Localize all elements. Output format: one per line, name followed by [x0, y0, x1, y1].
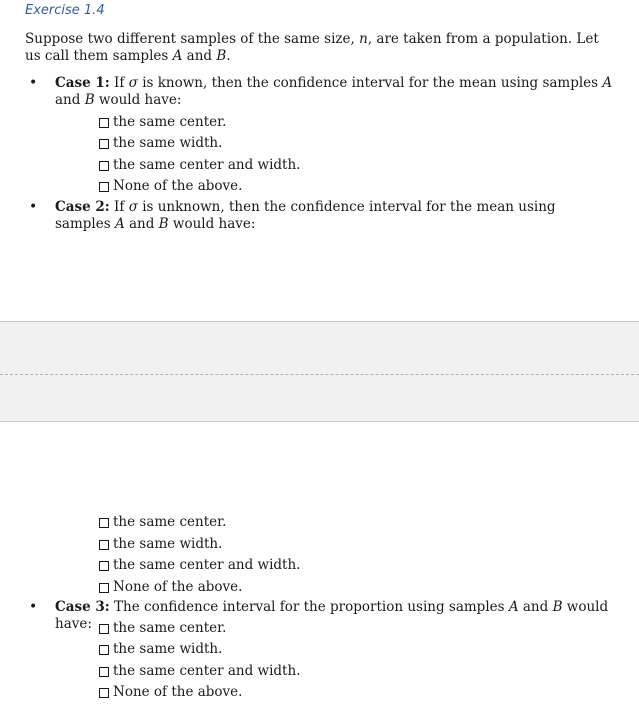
case1-prompt — [55, 75, 615, 109]
case2-text-4: would have: — [168, 216, 256, 232]
option-label: the same center. — [113, 620, 227, 636]
case3-text-2: and — [518, 599, 553, 615]
option-label: the same center. — [113, 114, 227, 130]
page-break — [0, 321, 639, 422]
case2-label: Case 2: — [55, 199, 110, 215]
case1-sigma: σ — [128, 75, 138, 91]
case3-bullet: • — [29, 599, 38, 615]
case2-a: A — [114, 216, 125, 232]
case1-text-4: would have: — [94, 92, 182, 108]
intro-text-2: , are taken from a population. Let us call them samples — [25, 31, 599, 64]
checkbox-icon[interactable] — [99, 139, 109, 149]
case1-option-center[interactable] — [99, 114, 226, 131]
option-label: the same center. — [113, 514, 227, 530]
exercise-title: Exercise 1.4 — [25, 3, 105, 18]
case3-text-3: would have: — [55, 599, 609, 632]
case1-option-width[interactable] — [99, 135, 222, 152]
intro-a: A — [172, 48, 183, 64]
option-label: None of the above. — [113, 684, 243, 700]
option-label: the same width. — [113, 135, 223, 151]
checkbox-icon[interactable] — [99, 583, 109, 593]
checkbox-icon[interactable] — [99, 667, 109, 677]
option-label: None of the above. — [113, 178, 243, 194]
case3-option-none[interactable] — [99, 684, 242, 701]
case1-bullet: • — [29, 75, 38, 91]
option-label: the same center and width. — [113, 157, 301, 173]
option-label: the same center and width. — [113, 663, 301, 679]
option-label: the same width. — [113, 641, 223, 657]
case1-option-center-width[interactable] — [99, 157, 300, 174]
case3-option-center-width[interactable] — [99, 663, 300, 680]
case3-option-width[interactable] — [99, 641, 222, 658]
case1-option-none[interactable] — [99, 178, 242, 195]
case2-text-3: and — [124, 216, 159, 232]
case1-label: Case 1: — [55, 75, 110, 91]
case3-text-1: The confidence interval for the proportion using samples — [109, 599, 509, 615]
case1-text-3: and — [55, 92, 85, 108]
checkbox-icon[interactable] — [99, 624, 109, 634]
case3-b: B — [552, 599, 563, 615]
case2-sigma: σ — [128, 199, 138, 215]
case1-a: A — [602, 75, 613, 91]
page-break-divider — [0, 374, 639, 375]
intro-paragraph — [25, 31, 615, 65]
checkbox-icon[interactable] — [99, 161, 109, 171]
case3-a: A — [508, 599, 519, 615]
checkbox-icon[interactable] — [99, 645, 109, 655]
intro-text-4: . — [226, 48, 231, 64]
intro-text-3: and — [182, 48, 217, 64]
case2-option-none[interactable] — [99, 579, 242, 596]
intro-b: B — [216, 48, 227, 64]
case2-option-center-width[interactable] — [99, 557, 300, 574]
case1-text-2: is known, then the confidence interval for the mean using samples — [137, 75, 603, 91]
checkbox-icon[interactable] — [99, 518, 109, 528]
checkbox-icon[interactable] — [99, 118, 109, 128]
option-label: the same width. — [113, 536, 223, 552]
case1-b: B — [84, 92, 95, 108]
case3-option-center[interactable] — [99, 620, 226, 637]
option-label: the same center and width. — [113, 557, 301, 573]
case2-bullet: • — [29, 199, 38, 215]
case2-b: B — [158, 216, 169, 232]
option-label: None of the above. — [113, 579, 243, 595]
checkbox-icon[interactable] — [99, 561, 109, 571]
case2-prompt — [55, 199, 615, 233]
case3-label: Case 3: — [55, 599, 110, 615]
intro-n: n — [359, 31, 368, 47]
case2-option-width[interactable] — [99, 536, 222, 553]
case2-option-center[interactable] — [99, 514, 226, 531]
case2-text-2: is unknown, then the confidence interval for the mean using samples — [55, 199, 556, 232]
case2-text-1: If — [109, 199, 129, 215]
checkbox-icon[interactable] — [99, 540, 109, 550]
case1-text-1: If — [109, 75, 129, 91]
checkbox-icon[interactable] — [99, 182, 109, 192]
intro-text-1: Suppose two different samples of the same size, — [25, 31, 360, 47]
checkbox-icon[interactable] — [99, 688, 109, 698]
